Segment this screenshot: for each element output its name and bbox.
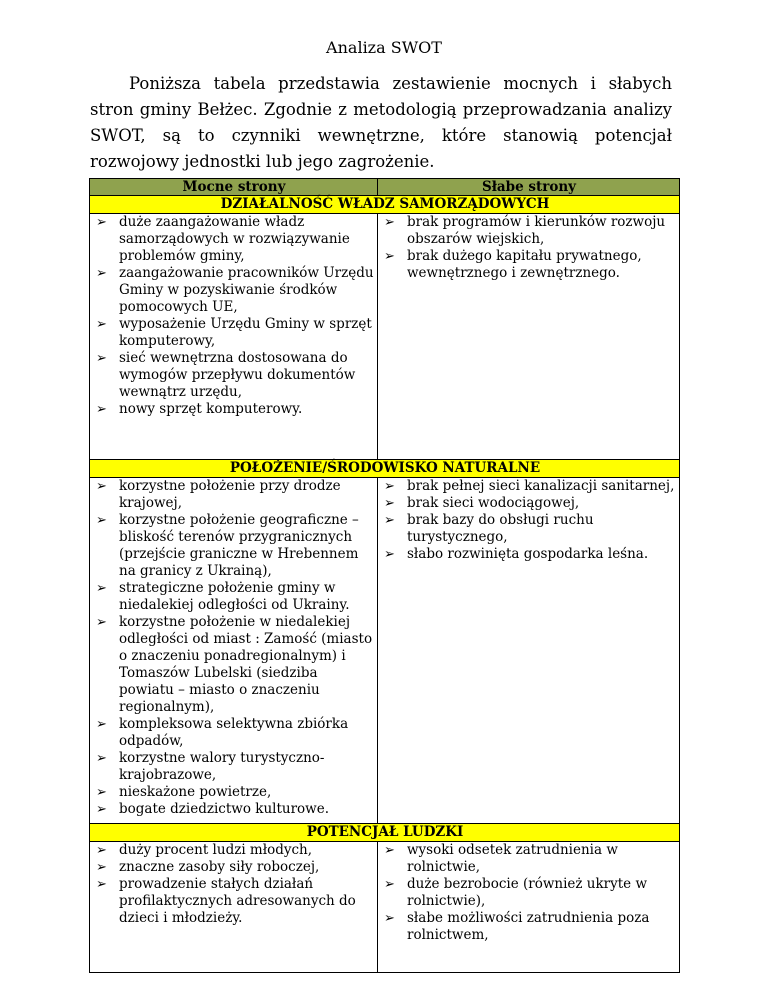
list-item: ➢ brak programów i kierunków rozwoju obszarów wiejskich,	[382, 214, 676, 248]
list-item: ➢ słabe możliwości zatrudnienia poza rolnictwem,	[382, 910, 676, 944]
section-header-row	[90, 824, 680, 842]
section-title: DZIAŁALNOŚĆ WŁADZ SAMORZĄDOWYCH	[90, 196, 680, 214]
document-title: Analiza SWOT	[326, 38, 442, 57]
list-item: ➢ brak sieci wodociągowej,	[382, 495, 676, 512]
table-header-row	[90, 179, 680, 196]
section-content-row	[90, 214, 680, 460]
list-item: ➢ korzystne walory turystyczno-krajobrazowe,	[94, 750, 374, 784]
strengths-list	[94, 842, 374, 927]
section-title: POTENCJAŁ LUDZKI	[90, 824, 680, 842]
list-item: ➢ duże bezrobocie (również ukryte w rolnictwie),	[382, 876, 676, 910]
list-item: ➢ kompleksowa selektywna zbiórka odpadów,	[94, 716, 374, 750]
list-item: ➢ prowadzenie stałych działań profilaktycznych adresowanych do dzieci i młodzieży.	[94, 876, 374, 927]
list-item: ➢ sieć wewnętrzna dostosowana do wymogów przepływu dokumentów wewnątrz urzędu,	[94, 350, 374, 401]
section-title: POŁOŻENIE/ŚRODOWISKO NATURALNE	[90, 460, 680, 478]
weaknesses-header: Słabe strony	[378, 179, 680, 196]
list-item: ➢ bogate dziedzictwo kulturowe.	[94, 801, 374, 818]
weaknesses-list	[382, 214, 676, 282]
strengths-list	[94, 214, 374, 418]
strengths-header: Mocne strony	[90, 179, 378, 196]
swot-table	[89, 178, 680, 973]
weaknesses-cell	[378, 478, 680, 824]
list-item: ➢ korzystne położenie przy drodze krajowej,	[94, 478, 374, 512]
section-content-row	[90, 478, 680, 824]
strengths-cell	[90, 214, 378, 460]
list-item: ➢ zaangażowanie pracowników Urzędu Gminy w pozyskiwanie środków pomocowych UE,	[94, 265, 374, 316]
list-item: ➢ brak bazy do obsługi ruchu turystycznego,	[382, 512, 676, 546]
list-item: ➢ duże zaangażowanie władz samorządowych w rozwiązywanie problemów gminy,	[94, 214, 374, 265]
section-content-row	[90, 842, 680, 973]
list-item: ➢ wyposażenie Urzędu Gminy w sprzęt komputerowy,	[94, 316, 374, 350]
section-header-row	[90, 460, 680, 478]
intro-paragraph: Poniższa tabela przedstawia zestawienie mocnych i słabych stron gminy Bełżec. Zgodnie z metodologią przeprowadzania analizy SWOT, są to czynniki wewnętrzne, które stanowią potencjał rozwojowy jednostki lub jego zagrożenie.	[90, 74, 672, 171]
strengths-cell	[90, 478, 378, 824]
list-item: ➢ brak pełnej sieci kanalizacji sanitarnej,	[382, 478, 676, 495]
strengths-cell	[90, 842, 378, 973]
list-item: ➢ strategiczne położenie gminy w niedalekiej odległości od Ukrainy.	[94, 580, 374, 614]
list-item: ➢ znaczne zasoby siły roboczej,	[94, 859, 374, 876]
list-item: ➢ słabo rozwinięta gospodarka leśna.	[382, 546, 676, 563]
list-item: ➢ wysoki odsetek zatrudnienia w rolnictwie,	[382, 842, 676, 876]
weaknesses-cell	[378, 214, 680, 460]
weaknesses-cell	[378, 842, 680, 973]
list-item: ➢ brak dużego kapitału prywatnego, wewnętrznego i zewnętrznego.	[382, 248, 676, 282]
weaknesses-list	[382, 478, 676, 563]
list-item: ➢ korzystne położenie w niedalekiej odległości od miast : Zamość (miasto o znaczeniu ponadregionalnym) i Tomaszów Lubelski (siedziba powiatu – miasto o znaczeniu regionalnym),	[94, 614, 374, 716]
section-header-row	[90, 196, 680, 214]
list-item: ➢ korzystne położenie geograficzne – bliskość terenów przygranicznych (przejście graniczne w Hrebennem na granicy z Ukrainą),	[94, 512, 374, 580]
list-item: ➢ nowy sprzęt komputerowy.	[94, 401, 374, 418]
strengths-list	[94, 478, 374, 818]
list-item: ➢ nieskażone powietrze,	[94, 784, 374, 801]
list-item: ➢ duży procent ludzi młodych,	[94, 842, 374, 859]
weaknesses-list	[382, 842, 676, 944]
